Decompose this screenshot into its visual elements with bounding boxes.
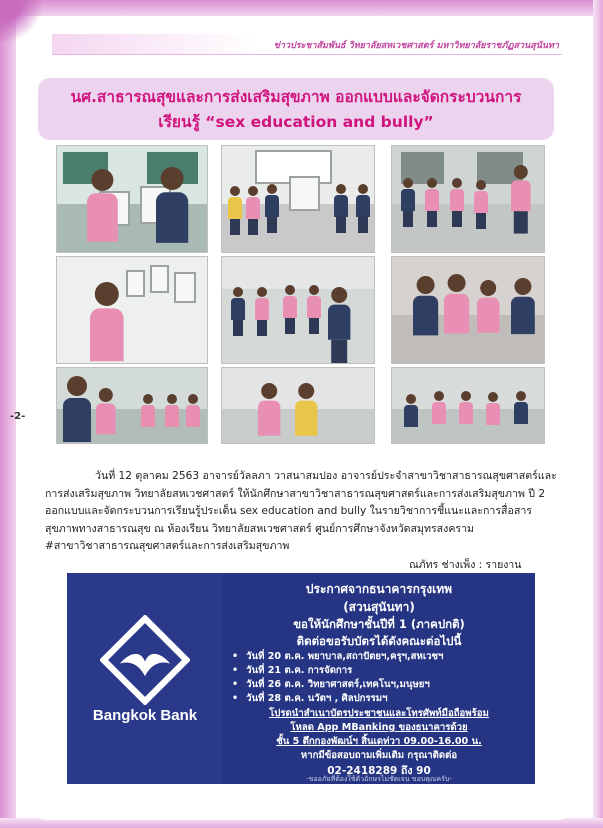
photo-1 <box>56 145 208 253</box>
pickup-schedule <box>232 650 443 706</box>
article-body <box>45 468 565 556</box>
photo-3 <box>391 145 545 253</box>
headline-line-1: นศ.สาธารณสุขและการส่งเสริมสุขภาพ ออกแบบและจัดกระบวนการ <box>70 88 522 106</box>
page-frame-top <box>0 0 603 16</box>
schedule-item: • วันที่ 21 ต.ค. การจัดการ <box>232 664 443 678</box>
announcement-note-2: โหลด App MBanking ของธนาคารด้วย <box>290 722 468 733</box>
photo-7 <box>56 367 208 444</box>
page-number: -2- <box>10 411 26 422</box>
announcement-note-4: หากมีข้อสอบถามเพิ่มเติม กรุณาติดต่อ <box>300 750 458 761</box>
schedule-item: • วันที่ 28 ต.ค. นวัตฯ , ศิลปกรรมฯ <box>232 692 443 706</box>
page-frame-right <box>593 0 603 828</box>
bank-name: Bangkok Bank <box>92 707 198 724</box>
headline-box <box>38 78 554 140</box>
photo-6 <box>391 256 545 364</box>
announcement-footer: -ขออภัยที่ต้องใช้ตัวอักษรไม่ชัดเจน ขอบคุณครับ- <box>306 775 452 783</box>
schedule-item: • วันที่ 26 ต.ค. วิทยาศาสตร์,เทคโนฯ,มนุษยฯ <box>232 678 443 692</box>
bangkok-bank-logo-icon <box>100 615 190 705</box>
announcement-branch: (สวนสุนันทา) <box>343 600 415 614</box>
photo-8 <box>221 367 375 444</box>
headline-line-2: เรียนรู้ “sex education and bully” <box>158 113 434 131</box>
schedule-item: • วันที่ 20 ต.ค. พยาบาล,สถาปัตยฯ,ครุฯ,สหเวชฯ <box>232 650 443 664</box>
photo-4 <box>56 256 208 364</box>
header-text: ข่าวประชาสัมพันธ์ วิทยาลัยสหเวชศาสตร์ มหาวิทยาลัยราชภัฏสวนสุนันทา <box>273 41 559 51</box>
article-hashtag: #สาขาวิชาสาธารณสุขศาสตร์และการส่งเสริมสุขภาพ <box>45 540 290 552</box>
photo-5 <box>221 256 375 364</box>
announcement-note-1: โปรดนำสำเนาบัตรประชาชนและโทรศัพท์มือถือพร้อม <box>269 708 489 719</box>
announcement-phone: 02-2418289 ถึง 90 <box>327 765 431 777</box>
announcement-instruction: ติดต่อขอรับบัตรได้ดังคณะต่อไปนี้ <box>296 634 462 648</box>
announcement-note-3: ชั้น 5 ตึกกองพัฒน์ฯ สิ้นเดท่วา 09.00-16.00 น. <box>276 736 482 747</box>
article-credit: ณภัทร ช่างเพ็ง : รายงาน <box>409 559 522 571</box>
announcement-target: ขอให้นักศึกษาชั้นปีที่ 1 (ภาคปกติ) <box>293 617 465 631</box>
photo-2 <box>221 145 375 253</box>
announcement-title: ประกาศจากธนาคารกรุงเทพ <box>305 582 453 596</box>
article-paragraph: วันที่ 12 ตุลาคม 2563 อาจารย์วัลลภา วาสนาสมปอง อาจารย์ประจำสาขาวิชาสาธารณสุขศาสตร์และการส่งเสริมสุขภาพ วิทยาลัยสหเวชศาสตร์ ให้นักศึกษาสาขาวิชาสาธารณสุขศาสตร์และการส่งเสริมสุขภาพ ปี 2 ออกแบบและจัดกระบวนการเรียนรู้ประเด็น sex education and bully ในรายวิชาการชี้แนะและการสื่อสารสุขภาพทางสาธารณสุข ณ ห้องเรียน วิทยาลัยสหเวชศาสตร์ ศูนย์การศึกษาจังหวัดสมุทรสงคราม <box>45 470 557 535</box>
photo-9 <box>391 367 545 444</box>
